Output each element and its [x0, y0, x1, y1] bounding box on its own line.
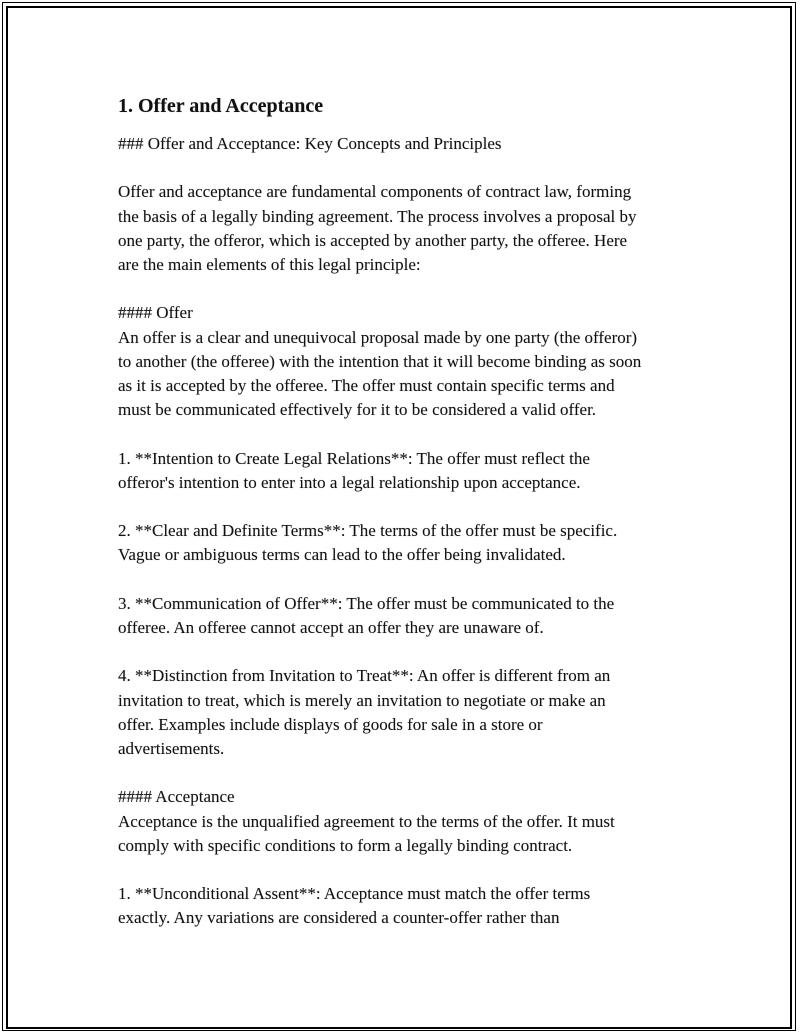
offer-point-3: 3. **Communication of Offer**: The offer must be communicated to the offeree. An offeree cannot accept an offer they are unaware of. — [118, 593, 615, 637]
acceptance-section: #### Acceptance Acceptance is the unqualified agreement to the terms of the offer. It must comply with specific conditions to form a legally binding contract. — [118, 787, 615, 855]
offer-point-4: 4. **Distinction from Invitation to Treat**: An offer is different from an invitation to treat, which is merely an invitation to negotiate or make an offer. Examples include displays of goods for sale in a store or advertisements. — [118, 666, 611, 758]
offer-section: #### Offer An offer is a clear and unequivocal proposal made by one party (the offeror) to another (the offeree) with the intention that it will become binding as soon as it is accepted by the offeree. The offer must contain specific terms and must be communicated effectively for it to be considered a valid offer. — [118, 303, 642, 420]
subheading-key-concepts: ### Offer and Acceptance: Key Concepts and Principles — [118, 134, 502, 153]
document-body — [118, 94, 698, 931]
document-title: 1. Offer and Acceptance — [118, 95, 324, 117]
offer-point-1: 1. **Intention to Create Legal Relations**: The offer must reflect the offeror's intention to enter into a legal relationship upon acceptance. — [118, 448, 590, 492]
offer-point-2: 2. **Clear and Definite Terms**: The terms of the offer must be specific. Vague or ambiguous terms can lead to the offer being invalidated. — [118, 521, 618, 565]
intro-paragraph: Offer and acceptance are fundamental components of contract law, forming the basis of a legally binding agreement. The process involves a proposal by one party, the offeror, which is accepted by another party, the offeree. Here are the main elements of this legal principle: — [118, 182, 637, 274]
acceptance-point-1: 1. **Unconditional Assent**: Acceptance must match the offer terms exactly. Any variations are considered a counter-offer rather than — [118, 884, 591, 928]
